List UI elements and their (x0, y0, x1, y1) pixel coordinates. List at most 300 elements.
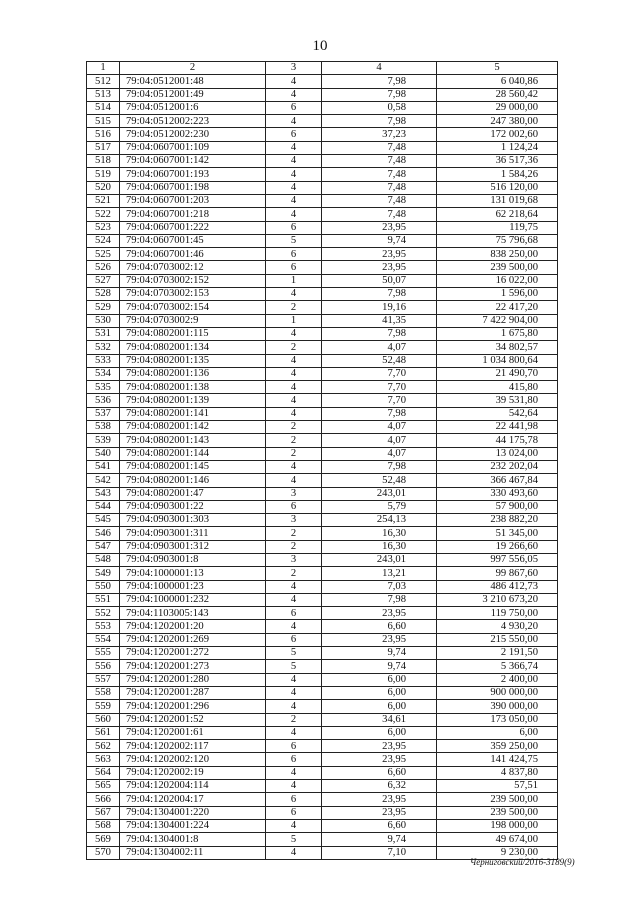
cadastral-number: 79:04:0802001:146 (120, 474, 266, 487)
rate-value: 16,30 (322, 540, 437, 553)
rate-value: 23,95 (322, 221, 437, 234)
cadastral-number: 79:04:1304001:220 (120, 806, 266, 819)
cadastral-number: 79:04:1304001:8 (120, 833, 266, 846)
rate-value: 23,95 (322, 806, 437, 819)
rate-value: 6,00 (322, 700, 437, 713)
amount-value: 99 867,60 (437, 567, 558, 580)
category-code: 4 (266, 593, 322, 606)
amount-value: 198 000,00 (437, 819, 558, 832)
rate-value: 7,48 (322, 181, 437, 194)
category-code: 5 (266, 234, 322, 247)
rate-value: 19,16 (322, 301, 437, 314)
cadastral-number: 79:04:0903001:311 (120, 527, 266, 540)
category-code: 2 (266, 447, 322, 460)
row-number: 562 (87, 740, 120, 753)
table-row (87, 713, 558, 726)
row-number: 563 (87, 753, 120, 766)
rate-value: 4,07 (322, 421, 437, 434)
cadastral-number: 79:04:0512002:223 (120, 115, 266, 128)
category-code: 3 (266, 514, 322, 527)
cadastral-number: 79:04:0512001:49 (120, 88, 266, 101)
row-number: 519 (87, 168, 120, 181)
row-number: 518 (87, 155, 120, 168)
cadastral-number: 79:04:1202001:273 (120, 660, 266, 673)
rate-value: 7,48 (322, 194, 437, 207)
table-row (87, 101, 558, 114)
table-row (87, 341, 558, 354)
row-number: 568 (87, 819, 120, 832)
rate-value: 16,30 (322, 527, 437, 540)
column-header-3: 3 (266, 62, 322, 75)
row-number: 534 (87, 367, 120, 380)
category-code: 4 (266, 141, 322, 154)
cadastral-number: 79:04:0607001:198 (120, 181, 266, 194)
cadastral-number: 79:04:1202001:61 (120, 726, 266, 739)
table-row (87, 168, 558, 181)
amount-value: 44 175,78 (437, 434, 558, 447)
cadastral-number: 79:04:0607001:109 (120, 141, 266, 154)
amount-value: 415,80 (437, 381, 558, 394)
rate-value: 7,98 (322, 288, 437, 301)
rate-value: 23,95 (322, 607, 437, 620)
category-code: 4 (266, 460, 322, 473)
cadastral-number: 79:04:1304001:224 (120, 819, 266, 832)
category-code: 2 (266, 567, 322, 580)
cadastral-number: 79:04:0802001:144 (120, 447, 266, 460)
rate-value: 23,95 (322, 633, 437, 646)
amount-value: 2 400,00 (437, 673, 558, 686)
table-row (87, 647, 558, 660)
row-number: 542 (87, 474, 120, 487)
cadastral-number: 79:04:1304002:11 (120, 846, 266, 859)
category-code: 4 (266, 846, 322, 859)
cadastral-number: 79:04:1202001:280 (120, 673, 266, 686)
amount-value: 2 191,50 (437, 647, 558, 660)
rate-value: 254,13 (322, 514, 437, 527)
category-code: 4 (266, 819, 322, 832)
row-number: 566 (87, 793, 120, 806)
amount-value: 173 050,00 (437, 713, 558, 726)
table-row (87, 740, 558, 753)
cadastral-number: 79:04:0512002:230 (120, 128, 266, 141)
amount-value: 39 531,80 (437, 394, 558, 407)
cadastral-number: 79:04:0802001:145 (120, 460, 266, 473)
cadastral-number: 79:04:1202001:272 (120, 647, 266, 660)
table-row (87, 208, 558, 221)
cadastral-number: 79:04:0607001:218 (120, 208, 266, 221)
row-number: 557 (87, 673, 120, 686)
row-number: 559 (87, 700, 120, 713)
row-number: 558 (87, 686, 120, 699)
rate-value: 6,60 (322, 766, 437, 779)
table-row (87, 700, 558, 713)
amount-value: 390 000,00 (437, 700, 558, 713)
cadastral-number: 79:04:0903001:22 (120, 500, 266, 513)
rate-value: 6,00 (322, 673, 437, 686)
cadastral-number: 79:04:1103005:143 (120, 607, 266, 620)
amount-value: 22 441,98 (437, 421, 558, 434)
cadastral-number: 79:04:0802001:47 (120, 487, 266, 500)
amount-value: 57,51 (437, 780, 558, 793)
amount-value: 1 584,26 (437, 168, 558, 181)
cadastral-number: 79:04:0802001:136 (120, 367, 266, 380)
cadastral-number: 79:04:0802001:143 (120, 434, 266, 447)
rate-value: 23,95 (322, 261, 437, 274)
cadastral-number: 79:04:1202001:296 (120, 700, 266, 713)
row-number: 513 (87, 88, 120, 101)
category-code: 4 (266, 115, 322, 128)
table-row (87, 514, 558, 527)
amount-value: 1 034 800,64 (437, 354, 558, 367)
amount-value: 838 250,00 (437, 248, 558, 261)
category-code: 6 (266, 261, 322, 274)
row-number: 561 (87, 726, 120, 739)
cadastral-number: 79:04:0607001:46 (120, 248, 266, 261)
cadastral-number: 79:04:0802001:115 (120, 327, 266, 340)
page-number: 10 (312, 38, 328, 54)
table-row (87, 327, 558, 340)
rate-value: 4,07 (322, 341, 437, 354)
category-code: 5 (266, 660, 322, 673)
amount-value: 62 218,64 (437, 208, 558, 221)
table-row (87, 155, 558, 168)
table-row (87, 367, 558, 380)
category-code: 1 (266, 274, 322, 287)
category-code: 6 (266, 500, 322, 513)
rate-value: 6,60 (322, 620, 437, 633)
row-number: 537 (87, 407, 120, 420)
row-number: 528 (87, 288, 120, 301)
category-code: 4 (266, 580, 322, 593)
amount-value: 486 412,73 (437, 580, 558, 593)
category-code: 2 (266, 540, 322, 553)
category-code: 4 (266, 155, 322, 168)
category-code: 4 (266, 208, 322, 221)
amount-value: 4 837,80 (437, 766, 558, 779)
cadastral-number: 79:04:1202001:269 (120, 633, 266, 646)
table-row (87, 726, 558, 739)
rate-value: 7,48 (322, 168, 437, 181)
row-number: 552 (87, 607, 120, 620)
row-number: 549 (87, 567, 120, 580)
cadastral-number: 79:04:0802001:142 (120, 421, 266, 434)
cadastral-number: 79:04:0903001:303 (120, 514, 266, 527)
category-code: 6 (266, 248, 322, 261)
rate-value: 4,07 (322, 447, 437, 460)
category-code: 4 (266, 168, 322, 181)
rate-value: 7,70 (322, 367, 437, 380)
rate-value: 7,98 (322, 460, 437, 473)
cadastral-number: 79:04:1202002:19 (120, 766, 266, 779)
table-row (87, 248, 558, 261)
category-code: 3 (266, 487, 322, 500)
amount-value: 22 417,20 (437, 301, 558, 314)
amount-value: 172 002,60 (437, 128, 558, 141)
row-number: 540 (87, 447, 120, 460)
table-row (87, 460, 558, 473)
table-row (87, 421, 558, 434)
category-code: 2 (266, 341, 322, 354)
row-number: 556 (87, 660, 120, 673)
amount-value: 36 517,36 (437, 155, 558, 168)
row-number: 520 (87, 181, 120, 194)
table-row (87, 540, 558, 553)
cadastral-number: 79:04:0512001:48 (120, 75, 266, 88)
cadastral-number: 79:04:1202001:287 (120, 686, 266, 699)
category-code: 4 (266, 327, 322, 340)
row-number: 535 (87, 381, 120, 394)
rate-value: 7,48 (322, 208, 437, 221)
category-code: 2 (266, 527, 322, 540)
rate-value: 37,23 (322, 128, 437, 141)
cadastral-number: 79:04:1000001:23 (120, 580, 266, 593)
rate-value: 52,48 (322, 474, 437, 487)
column-header-2: 2 (120, 62, 266, 75)
amount-value: 366 467,84 (437, 474, 558, 487)
category-code: 6 (266, 806, 322, 819)
amount-value: 6,00 (437, 726, 558, 739)
row-number: 536 (87, 394, 120, 407)
table-row (87, 115, 558, 128)
amount-value: 239 500,00 (437, 793, 558, 806)
category-code: 4 (266, 780, 322, 793)
category-code: 4 (266, 288, 322, 301)
table-header-row (87, 62, 558, 75)
rate-value: 23,95 (322, 753, 437, 766)
cadastral-number: 79:04:0703002:154 (120, 301, 266, 314)
row-number: 523 (87, 221, 120, 234)
rate-value: 23,95 (322, 740, 437, 753)
rate-value: 9,74 (322, 647, 437, 660)
row-number: 532 (87, 341, 120, 354)
table-row (87, 447, 558, 460)
amount-value: 119 750,00 (437, 607, 558, 620)
cadastral-number: 79:04:1202002:117 (120, 740, 266, 753)
amount-value: 7 422 904,00 (437, 314, 558, 327)
amount-value: 516 120,00 (437, 181, 558, 194)
category-code: 4 (266, 194, 322, 207)
rate-value: 9,74 (322, 234, 437, 247)
amount-value: 51 345,00 (437, 527, 558, 540)
amount-value: 238 882,20 (437, 514, 558, 527)
row-number: 569 (87, 833, 120, 846)
table-body (87, 75, 558, 860)
category-code: 4 (266, 700, 322, 713)
row-number: 550 (87, 580, 120, 593)
table-row (87, 181, 558, 194)
table-row (87, 234, 558, 247)
row-number: 539 (87, 434, 120, 447)
amount-value: 29 000,00 (437, 101, 558, 114)
row-number: 522 (87, 208, 120, 221)
row-number: 516 (87, 128, 120, 141)
amount-value: 997 556,05 (437, 553, 558, 566)
category-code: 6 (266, 753, 322, 766)
table-row (87, 567, 558, 580)
rate-value: 23,95 (322, 248, 437, 261)
amount-value: 232 202,04 (437, 460, 558, 473)
cadastral-number: 79:04:0802001:135 (120, 354, 266, 367)
amount-value: 4 930,20 (437, 620, 558, 633)
category-code: 4 (266, 766, 322, 779)
cadastral-number: 79:04:0703002:153 (120, 288, 266, 301)
cadastral-number: 79:04:1202004:114 (120, 780, 266, 793)
rate-value: 7,03 (322, 580, 437, 593)
row-number: 514 (87, 101, 120, 114)
table-row (87, 527, 558, 540)
cadastral-number: 79:04:1000001:13 (120, 567, 266, 580)
table-row (87, 766, 558, 779)
row-number: 553 (87, 620, 120, 633)
cadastral-number: 79:04:0703002:12 (120, 261, 266, 274)
amount-value: 16 022,00 (437, 274, 558, 287)
rate-value: 6,60 (322, 819, 437, 832)
table-row (87, 633, 558, 646)
table-row (87, 394, 558, 407)
row-number: 531 (87, 327, 120, 340)
category-code: 6 (266, 128, 322, 141)
row-number: 525 (87, 248, 120, 261)
table-row (87, 434, 558, 447)
row-number: 545 (87, 514, 120, 527)
category-code: 4 (266, 673, 322, 686)
rate-value: 7,98 (322, 75, 437, 88)
row-number: 546 (87, 527, 120, 540)
row-number: 543 (87, 487, 120, 500)
category-code: 4 (266, 75, 322, 88)
cadastral-number: 79:04:0607001:203 (120, 194, 266, 207)
cadastral-number: 79:04:0607001:222 (120, 221, 266, 234)
cadastral-number: 79:04:0512001:6 (120, 101, 266, 114)
rate-value: 7,98 (322, 327, 437, 340)
amount-value: 9 230,00 (437, 846, 558, 859)
amount-value: 1 596,00 (437, 288, 558, 301)
cadastral-number: 79:04:0607001:45 (120, 234, 266, 247)
table-row (87, 753, 558, 766)
amount-value: 34 802,57 (437, 341, 558, 354)
amount-value: 215 550,00 (437, 633, 558, 646)
table-row (87, 806, 558, 819)
rate-value: 5,79 (322, 500, 437, 513)
table-row (87, 620, 558, 633)
table-row (87, 819, 558, 832)
row-number: 529 (87, 301, 120, 314)
column-header-4: 4 (322, 62, 437, 75)
rate-value: 34,61 (322, 713, 437, 726)
category-code: 4 (266, 474, 322, 487)
row-number: 555 (87, 647, 120, 660)
rate-value: 6,00 (322, 686, 437, 699)
table-row (87, 607, 558, 620)
row-number: 517 (87, 141, 120, 154)
rate-value: 41,35 (322, 314, 437, 327)
amount-value: 49 674,00 (437, 833, 558, 846)
cadastral-number: 79:04:0607001:142 (120, 155, 266, 168)
cadastral-number: 79:04:0703002:152 (120, 274, 266, 287)
table-row (87, 221, 558, 234)
amount-value: 1 124,24 (437, 141, 558, 154)
row-number: 567 (87, 806, 120, 819)
cadastral-number: 79:04:0802001:138 (120, 381, 266, 394)
table-row (87, 686, 558, 699)
row-number: 565 (87, 780, 120, 793)
amount-value: 28 560,42 (437, 88, 558, 101)
category-code: 4 (266, 181, 322, 194)
category-code: 4 (266, 88, 322, 101)
table-row (87, 474, 558, 487)
category-code: 6 (266, 633, 322, 646)
table-row (87, 288, 558, 301)
document-footer: Черниговский/2016-3189(9) (470, 857, 575, 867)
cadastral-number: 79:04:0703002:9 (120, 314, 266, 327)
cadastral-number: 79:04:0802001:141 (120, 407, 266, 420)
rate-value: 7,70 (322, 381, 437, 394)
table-row (87, 381, 558, 394)
category-code: 4 (266, 394, 322, 407)
amount-value: 239 500,00 (437, 806, 558, 819)
table-row (87, 580, 558, 593)
rate-value: 7,48 (322, 155, 437, 168)
amount-value: 542,64 (437, 407, 558, 420)
row-number: 541 (87, 460, 120, 473)
rate-value: 243,01 (322, 487, 437, 500)
rate-value: 50,07 (322, 274, 437, 287)
amount-value: 359 250,00 (437, 740, 558, 753)
table-row (87, 301, 558, 314)
category-code: 4 (266, 726, 322, 739)
category-code: 4 (266, 354, 322, 367)
table-row (87, 407, 558, 420)
category-code: 2 (266, 421, 322, 434)
row-number: 548 (87, 553, 120, 566)
rate-value: 0,58 (322, 101, 437, 114)
category-code: 2 (266, 713, 322, 726)
cadastral-number: 79:04:1202004:17 (120, 793, 266, 806)
amount-value: 131 019,68 (437, 194, 558, 207)
cadastral-number: 79:04:1202001:52 (120, 713, 266, 726)
table-row (87, 553, 558, 566)
category-code: 1 (266, 314, 322, 327)
table-row (87, 274, 558, 287)
rate-value: 7,98 (322, 593, 437, 606)
row-number: 554 (87, 633, 120, 646)
amount-value: 119,75 (437, 221, 558, 234)
row-number: 521 (87, 194, 120, 207)
table-row (87, 780, 558, 793)
table-row (87, 75, 558, 88)
table-row (87, 194, 558, 207)
rate-value: 6,00 (322, 726, 437, 739)
rate-value: 7,98 (322, 407, 437, 420)
category-code: 4 (266, 381, 322, 394)
category-code: 2 (266, 434, 322, 447)
rate-value: 9,74 (322, 833, 437, 846)
row-number: 560 (87, 713, 120, 726)
category-code: 6 (266, 221, 322, 234)
amount-value: 900 000,00 (437, 686, 558, 699)
category-code: 4 (266, 620, 322, 633)
category-code: 3 (266, 553, 322, 566)
rate-value: 9,74 (322, 660, 437, 673)
category-code: 6 (266, 740, 322, 753)
row-number: 533 (87, 354, 120, 367)
category-code: 6 (266, 101, 322, 114)
table-row (87, 673, 558, 686)
table-row (87, 833, 558, 846)
amount-value: 19 266,60 (437, 540, 558, 553)
row-number: 530 (87, 314, 120, 327)
table-row (87, 593, 558, 606)
